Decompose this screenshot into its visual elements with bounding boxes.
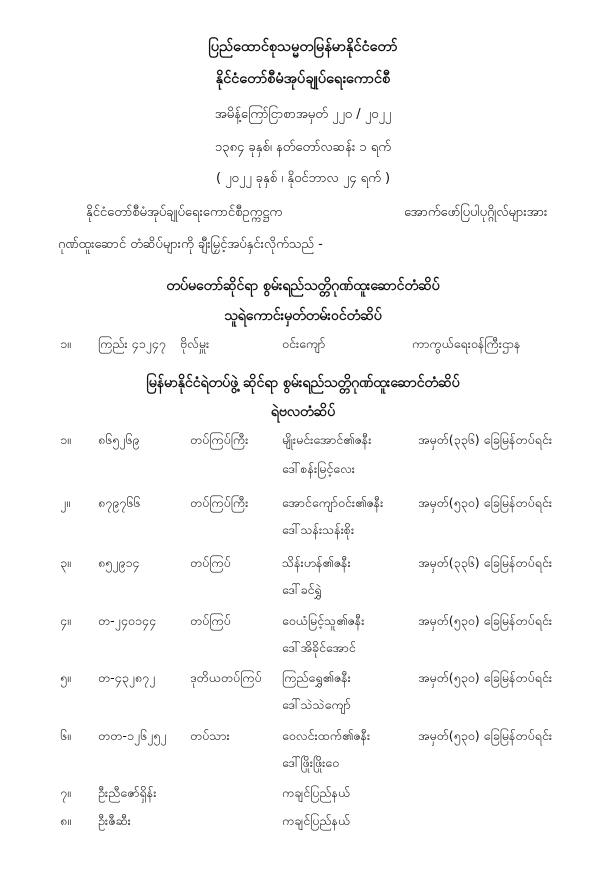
row-name: ကချင်ပြည်နယ် — [282, 813, 351, 828]
row-unit: အမှတ်(၅၃၀) ခြေမြန်တပ်ရင်း — [418, 670, 553, 685]
row-name: ဝေယံမြင့်သူ၏ဇနီး — [282, 613, 365, 628]
row-id: ၈၇၉၇၆၆ — [98, 495, 141, 510]
row-number: ၄။ — [60, 613, 71, 628]
row-id: တ-၂၄၀၁၄၄ — [98, 613, 156, 628]
row-id: ဦးဇီဆီး — [98, 813, 131, 828]
date-gregorian: ( ၂၀၂၂ ခုနှစ် ၊ နိုဝင်ဘာလ ၂၄ ရက် ) — [215, 171, 391, 186]
announcement-number: အမိန့်ကြော်ငြာစာအမှတ် ၂၂၀ / ၂၀၂၂ — [214, 107, 392, 122]
row-number: ၁။ — [60, 432, 71, 447]
section2-title: မြန်မာနိုင်ငံရဲတပ်ဖွဲ့ ဆိုင်ရာ စွမ်းရည်သတ္တိဂုဏ်ထူးဆောင်တံဆိပ် — [146, 375, 460, 391]
row-unit: အမှတ်(၃၃၆) ခြေမြန်တပ်ရင်း — [418, 432, 553, 447]
section1-title: တပ်မတော်ဆိုင်ရာ စွမ်းရည်သတ္တိဂုဏ်ထူးဆောင်တံဆိပ် — [166, 278, 440, 294]
row-id: ၈၅၂၉၁၄ — [98, 555, 140, 570]
intro-line1-right: အောက်ဖော်ပြပါပုဂ္ဂိုလ်များအား — [404, 205, 548, 220]
row-id: တ-၄၃၂၈၇၂ — [98, 670, 156, 685]
row-rank: တပ်သား — [190, 728, 230, 743]
row-name: ဝေလင်းထက်၏ဇနီး — [282, 728, 371, 743]
row-id: ဦးညီဇော်ရှိန်း — [98, 785, 157, 800]
row-name: ကချင်ပြည်နယ် — [282, 785, 351, 800]
row-unit: အမှတ်(၅၃၀) ခြေမြန်တပ်ရင်း — [418, 728, 553, 743]
row-number: ၇။ — [60, 785, 71, 800]
date-myanmar: ၁၃၈၄ ခုနှစ်၊ နတ်တော်လဆန်း ၁ ရက် — [214, 140, 392, 155]
row-name: သိန်းဟန်၏ဇနီး — [282, 555, 351, 570]
row-number: ၁။ — [60, 336, 71, 351]
row-rank: တပ်ကြပ် — [190, 555, 231, 570]
row-number: ၈။ — [60, 813, 71, 828]
council-title: နိုင်ငံတော်စီမံအုပ်ချုပ်ရေးကောင်စီ — [215, 71, 391, 87]
row-number: ၆။ — [60, 728, 71, 743]
section1-subtitle: သူရဲကောင်းမှတ်တမ်းဝင်တံဆိပ် — [224, 308, 382, 324]
row-spouse: ဒေါ်သဲသဲကျော် — [282, 697, 351, 712]
row-id: ကြည်း ၄၁၂၄၇ — [98, 336, 166, 351]
row-spouse: ဒေါ်ဖြိုးဖြိုးဝေ — [282, 755, 340, 770]
row-spouse: ဒေါ်အိခိုင်အောင် — [282, 640, 356, 655]
row-unit: အမှတ်(၅၃၀) ခြေမြန်တပ်ရင်း — [418, 495, 553, 510]
row-rank: တပ်ကြပ် — [190, 613, 231, 628]
row-rank: ဗိုလ်မှူး — [180, 336, 210, 351]
row-unit: ကာကွယ်ရေးဝန်ကြီးဌာန — [412, 336, 521, 351]
row-name: ကြည်ရွှေ၏ဇနီး — [282, 670, 351, 685]
row-id: တတ-၁၂၆၂၅၂ — [98, 728, 167, 743]
row-spouse: ဒေါ်သန်းသန်းစိုး — [282, 522, 355, 537]
intro-line2: ဂုဏ်ထူးဆောင် တံဆိပ်များကို ချီးမြှင့်အပ်နှင်းလိုက်သည် - — [58, 237, 323, 252]
row-name: အောင်ကျော်ဝင်း၏ဇနီး — [282, 495, 384, 510]
row-spouse: ဒေါ်ခင်ရွှဲ — [282, 582, 322, 597]
row-rank: တပ်ကြပ်ကြီး — [190, 495, 249, 510]
row-name: ဝင်းကျော် — [282, 336, 326, 351]
row-number: ၂။ — [60, 495, 70, 510]
row-id: ၈၆၅၂၆၉ — [98, 432, 140, 447]
section2-subtitle: ရဲဗလတံဆိပ် — [270, 404, 336, 420]
country-title: ပြည်ထောင်စုသမ္မတမြန်မာနိုင်ငံတော် — [208, 39, 398, 55]
row-number: ၅။ — [60, 670, 71, 685]
intro-line1-left: နိုင်ငံတော်စီမံအုပ်ချုပ်ရေးကောင်စီဥက္ကဋ္ဌက — [86, 205, 283, 220]
row-unit: အမှတ်(၃၃၆) ခြေမြန်တပ်ရင်း — [418, 555, 553, 570]
row-rank: ဒုတိယတပ်ကြပ် — [190, 670, 262, 685]
row-number: ၃။ — [60, 555, 71, 570]
row-spouse: ဒေါ်စန်းမြင့်လေး — [282, 461, 355, 476]
row-name: မျိုးမင်းအောင်၏ဇနီး — [282, 432, 372, 447]
row-rank: တပ်ကြပ်ကြီး — [190, 432, 249, 447]
row-unit: အမှတ်(၅၃၀) ခြေမြန်တပ်ရင်း — [418, 613, 553, 628]
